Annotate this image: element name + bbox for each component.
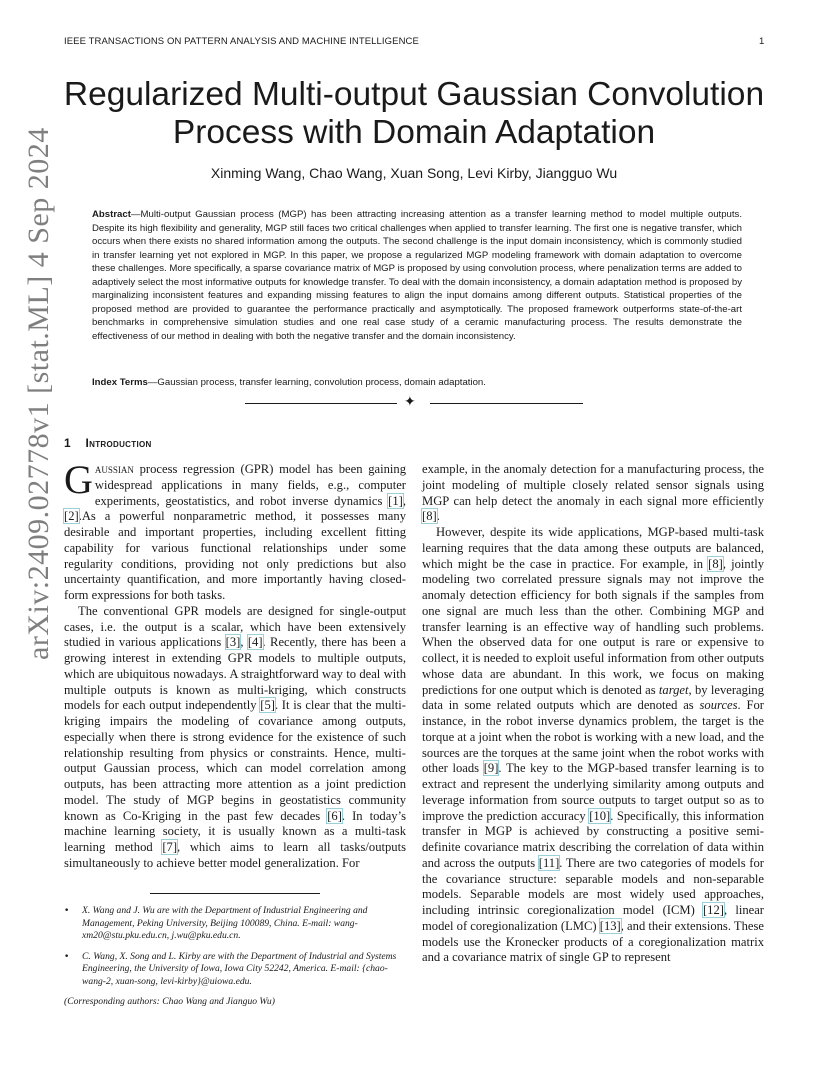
left-column — [64, 457, 406, 872]
right-column — [422, 462, 764, 966]
citation-link[interactable]: [8] — [708, 556, 723, 571]
text-run: . For instance, in the robot inverse dynamics problem, the target is the torque at a joint when the robot is working with a new load, and the sources are the torques at the same joint when the robot works with other loads — [422, 698, 765, 776]
citation-link[interactable]: [6] — [327, 808, 342, 823]
smallcaps-word: aussian — [94, 462, 134, 476]
bullet-icon: • — [64, 951, 70, 962]
section-heading — [64, 436, 152, 450]
separator-diamond-icon: ✦ — [404, 394, 416, 410]
text-run: example, in the anomaly detection for a manufacturing process, the joint modeling of multiple closely related sensor signals using MGP can help detect the anomaly in each signal more efficiently — [422, 462, 764, 508]
citation-link[interactable]: [1] — [388, 493, 403, 508]
page-number: 1 — [759, 36, 765, 47]
corresponding-authors: (Corresponding authors: Chao Wang and Jianguo Wu) — [64, 996, 275, 1007]
paper-title — [50, 76, 778, 152]
text-run: , — [240, 635, 248, 650]
citation-link[interactable]: [7] — [162, 840, 178, 854]
text-run: , jointly modeling two correlated pressure signals may not improve the anomaly detection efficiency for both signals if the samples from one signal are much less than the other. Combining MGP and transfer learning is an effective way of handling such problems. When the observed data for one output is rare or expensive to collect, it is needed to exploit useful information from other outputs whose data are abundant. In this work, we focus on making predictions for one output which is denoted as — [422, 556, 764, 697]
bullet-icon: • — [64, 906, 70, 916]
title-line-2: Process with Domain Adaptation — [172, 114, 656, 151]
footnote-rule — [150, 893, 320, 894]
citation-link[interactable]: [3] — [225, 635, 241, 650]
separator-line-right — [430, 403, 583, 404]
intro-paragraph-1 — [64, 457, 406, 604]
arxiv-side-stamp: arXiv:2409.02778v1 [stat.ML] 4 Sep 2024 — [22, 127, 55, 660]
index-terms-text: —Gaussian process, transfer learning, convolution process, domain adaptation. — [147, 377, 486, 388]
text-run: . The key to the MGP-based transfer learning is to extract and represent the underlying similarity among outputs and leverage information from source outputs to target output so as to improve the prediction accuracy — [422, 761, 764, 823]
text-run: . In today’s machine learning society, it is usually known as a multi-task learning method — [64, 808, 406, 854]
running-head: IEEE TRANSACTIONS ON PATTERN ANALYSIS AND MACHINE INTELLIGENCE — [64, 36, 419, 47]
citation-link[interactable]: [12] — [702, 903, 724, 917]
text-run: . It is clear that the multi-kriging impairs the modeling of covariance among outputs, especially when there is strong evidence for the existence of such relationship resulting from physics or constraints. Hence, multi-output Gaussian process, which can model correlation among outputs, has been attracting more attention as a joint prediction model. The study of MGP begins in geostatistics community known as Co-Kriging in the past few decades — [64, 698, 406, 823]
text-run: process regression (GPR) model has been gaining widespread applications in many fields, e.g., computer experiments, geostatistics, and robot inverse dynamics — [94, 462, 406, 508]
text-run: , which aims to learn all tasks/outputs simultaneously to achieve better model generalization. For — [64, 840, 406, 870]
right-paragraph-2 — [422, 525, 764, 966]
separator-line-left — [245, 403, 397, 404]
footnote-2 — [64, 951, 408, 989]
text-run: However, despite its wide applications, MGP-based multi-task learning requires that the data among these outputs are balanced, which might be the case in practice. For example, in — [422, 525, 764, 571]
right-paragraph-1 — [422, 462, 764, 525]
footnote-text: C. Wang, X. Song and L. Kirby are with the Department of Industrial and Systems Engineering, the University of Iowa, Iowa City 52242, America. E-mail: {chao-wang-2, xuan-song, levi-kirby}@uiowa.edu. — [82, 950, 397, 987]
dropcap-letter: G — [64, 457, 93, 502]
citation-link[interactable]: [8] — [422, 509, 437, 524]
index-terms — [92, 376, 742, 390]
citation-link[interactable]: [4] — [247, 635, 263, 650]
citation-link[interactable]: [2] — [64, 509, 79, 524]
author-list: Xinming Wang, Chao Wang, Xuan Song, Levi Kirby, Jiangguo Wu — [210, 165, 618, 181]
citation-link[interactable]: [11] — [538, 855, 560, 870]
text-run: , by leveraging data in some related outputs which are denoted as — [422, 682, 765, 713]
text-run: .As a powerful nonparametric method, it possesses many desirable and important properties, including excellent fitting capability for various functional relationships under some regularity conditions, providing not only predictions but also uncertainty quantification, and more importantly having closed-form expressions for both tasks. — [64, 509, 406, 602]
text-run: . — [436, 509, 440, 524]
abstract — [92, 208, 742, 343]
text-run: The conventional GPR models are designed for single-output cases, i.e. the output is a scalar, which have been extensively studied in various applications — [64, 603, 406, 650]
citation-link[interactable]: [9] — [483, 761, 499, 776]
citation-link[interactable]: [5] — [260, 698, 275, 713]
text-run: , — [402, 493, 406, 508]
citation-link[interactable]: [13] — [599, 918, 621, 933]
citation-link[interactable]: [10] — [589, 808, 611, 823]
footnote-text: X. Wang and J. Wu are with the Department of Industrial Engineering and Management, Peking University, Beijing 100089, China. E-mail: wang-xm20@stu.pku.edu.cn, j.wu@pku.edu.cn. — [82, 905, 368, 941]
text-run: . There are two categories of models for the covariance structure: separable models and non-separable models. Separable models are most widely used approaches, including intrinsic coregionalization model (ICM) — [422, 855, 764, 917]
footnote-1 — [64, 905, 408, 943]
abstract-text: —Multi-output Gaussian process (MGP) has been attracting increasing attention as a transfer learning method to model multiple outputs. Despite its high flexibility and generality, MGP still faces two critical challenges when applied to transfer learning. The first one is negative transfer, which occurs when there exists no shared information among the outputs. The second challenge is the input domain inconsistency, which is commonly studied in transfer learning yet not explored in MGP. In this paper, we propose a regularized MGP modeling framework with domain adaptation to overcome these challenges. More specifically, a sparse covariance matrix of MGP is proposed by using convolution process, where penalization terms are added to adaptively select the most informative outputs for knowledge transfer. To deal with the domain inconsistency, a domain adaptation method is proposed by marginalizing inconsistent features and expanding missing features to align the input domains among different outputs. Statistical properties of the proposed method are provided to guarantee the performance practically and asymptotically. The proposed framework outperforms state-of-the-art benchmarks in comprehensive simulation studies and one real case study of a ceramic manufacturing process. The results demonstrate the effectiveness of our method in dealing with both the negative transfer and the domain inconsistency. — [92, 209, 742, 342]
text-run: . Specifically, this information transfer in MGP is achieved by constructing a positive semi-definite covariance matrix describing the correlation of data within and across the outputs — [422, 808, 764, 870]
section-title: Introduction — [85, 436, 152, 450]
text-run: . Recently, there has been a growing interest in extending GPR models to multiple outputs, which are ubiquitous nowadays. A straightforward way to deal with multiple outputs is known as multi-kriging, which constructs models for each output independently — [64, 635, 406, 713]
intro-paragraph-2 — [64, 604, 406, 872]
emphasis-sources: sources — [699, 698, 738, 713]
emphasis-target: target — [658, 682, 689, 697]
abstract-label: Abstract — [92, 209, 131, 220]
title-line-1: Regularized Multi-output Gaussian Convolution — [63, 76, 765, 113]
index-terms-label: Index Terms — [92, 377, 148, 388]
footnotes — [64, 905, 408, 1009]
text-run: , and their extensions. These models use the Kronecker products of a coregionalization matrix and a covariance matrix of single GP to represent — [422, 918, 764, 965]
section-number: 1 — [64, 436, 71, 450]
text-run: , linear model of coregionalization (LMC) — [422, 903, 764, 933]
